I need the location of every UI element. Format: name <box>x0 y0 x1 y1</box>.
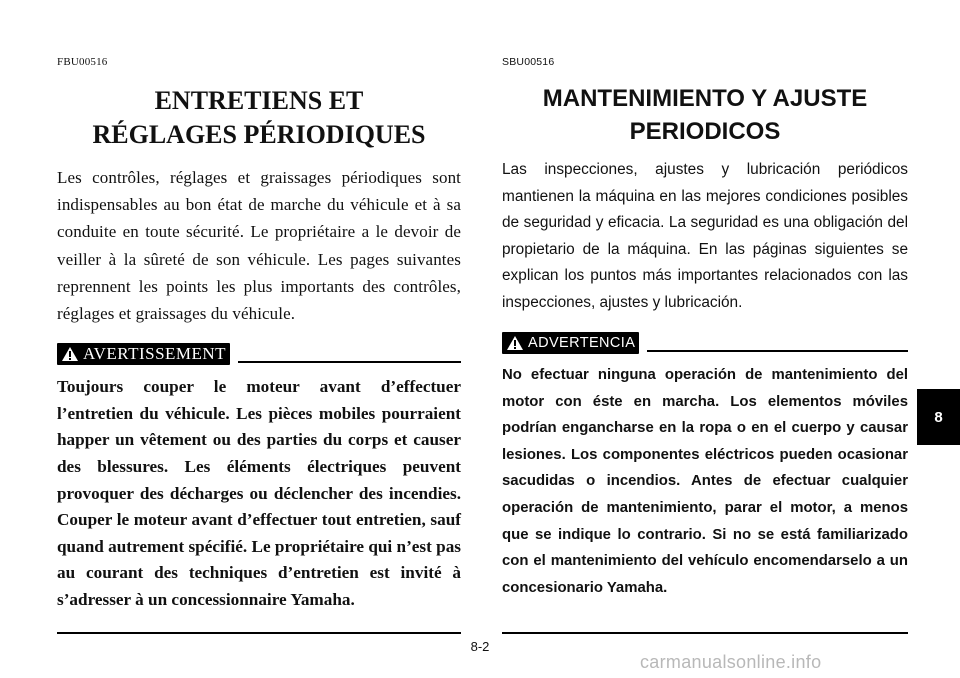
warning-badge <box>502 332 639 354</box>
warning-header <box>502 330 908 354</box>
warning-divider <box>238 361 461 363</box>
warning-label: ADVERTENCIA <box>528 335 636 351</box>
chapter-tab[interactable]: 8 <box>917 389 960 445</box>
section-title-line2: PERIODICOS <box>629 118 781 145</box>
warning-header <box>57 341 461 365</box>
french-column <box>57 56 461 614</box>
footer-rule-left <box>57 632 461 634</box>
footer-rule-right <box>502 632 908 634</box>
section-code: FBU00516 <box>57 56 108 68</box>
warning-triangle-icon <box>61 346 79 362</box>
section-title <box>57 84 461 152</box>
warning-triangle-icon <box>506 335 524 351</box>
watermark: carmanualsonline.info <box>640 652 822 672</box>
section-title <box>502 82 908 148</box>
warning-label: AVERTISSEMENT <box>83 344 227 364</box>
section-title-line1: MANTENIMIENTO Y AJUSTE <box>542 85 868 112</box>
spanish-column <box>502 56 908 601</box>
warning-paragraph: Toujours couper le moteur avant d’effectuer l’entretien du véhicule. Les pièces mobiles pourraient happer un vêtement ou des parties du corps et causer des blessures. Les éléments électriques peuvent provoquer des décharges ou déclencher des incendies. Couper le moteur avant d’effectuer tout entretien, sauf quand autrement spécifié. Le propriétaire qui n’est pas au courant des techniques d’entretien est invité à s’adresser à un concessionnaire Yamaha. <box>57 377 461 609</box>
section-code: SBU00516 <box>502 56 555 68</box>
warning-paragraph: No efectuar ninguna operación de mantenimiento del motor con éste en marcha. Los elementos móviles podrían engancharse en la ropa o en el cuerpo y causar lesiones. Los componentes eléctricos pueden ocasionar sacudidas o incendios. Antes de efectuar cualquier operación de mantenimiento, parar el motor, a menos que se indique lo contrario. Si no se está familiarizado con el mantenimiento del vehículo encomendarselo a un concesionario Yamaha. <box>502 367 908 596</box>
page-number: 8-2 <box>470 639 490 654</box>
warning-divider <box>647 350 908 352</box>
intro-paragraph: Les contrôles, réglages et graissages périodiques sont indispensables au bon état de marche du véhicule et à sa conduite en toute sécurité. Le propriétaire a le devoir de veiller à la sûreté de son véhicule. Les pages suivantes reprennent les points les plus importants des contrôles, réglages et graissages du véhicule. <box>57 168 461 324</box>
section-title-line2: RÉGLAGES PÉRIODIQUES <box>92 120 426 149</box>
section-title-line1: ENTRETIENS ET <box>154 86 364 115</box>
warning-badge <box>57 343 230 365</box>
intro-paragraph: Las inspecciones, ajustes y lubricación periódicos mantienen la máquina en las mejores condiciones posibles de seguridad y eficacia. La seguridad es una obligación del propietario de la máquina. En las páginas siguientes se explican los puntos más importantes relacionados con las inspecciones, ajustes y lubricación. <box>502 161 908 311</box>
